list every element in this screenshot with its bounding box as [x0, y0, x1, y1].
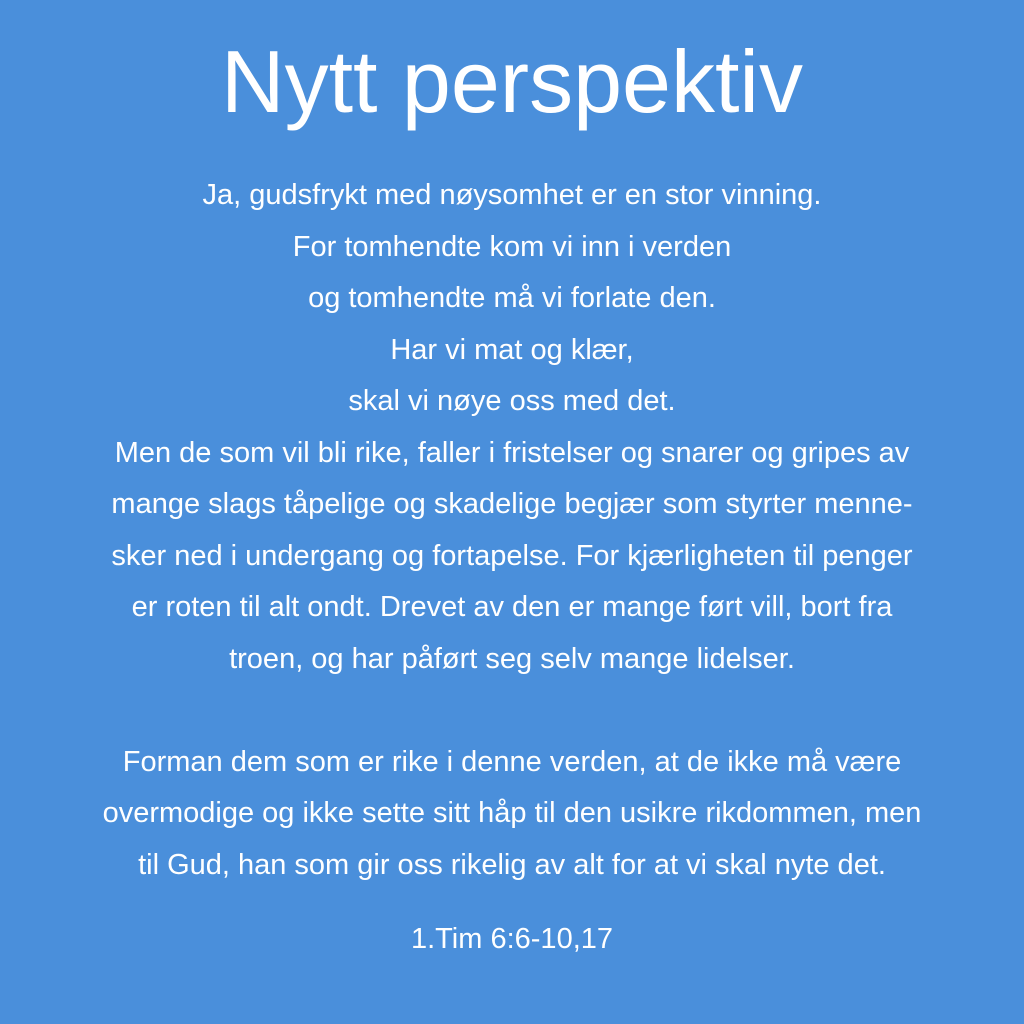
verse-line: Men de som vil bli rike, faller i fristelser og snarer og gripes av — [114, 436, 910, 469]
paragraph-spacer — [0, 685, 1024, 737]
verse-line: og tomhendte må vi forlate den. — [308, 282, 716, 314]
verse-line: For tomhendte kom vi inn i verden — [292, 230, 732, 263]
scripture-reference: 1.Tim 6:6-10,17 — [410, 923, 614, 955]
verse-line: Forman dem som er rike i denne verden, at de ikke må være — [122, 745, 902, 778]
verse-line: overmodige og ikke sette sitt håp til den usikre rikdommen, men — [102, 797, 922, 829]
verse-line: troen, og har påført seg selv mange lidelser. — [229, 642, 795, 675]
verse-line: skal vi nøye oss med det. — [348, 385, 676, 417]
verse-line: Ja, gudsfrykt med nøysomhet er en stor vinning. — [202, 179, 822, 211]
verse-line: er roten til alt ondt. Drevet av den er mange ført vill, bort fra — [131, 591, 893, 623]
verse-line: til Gud, han som gir oss rikelig av alt for at vi skal nyte det. — [138, 848, 886, 881]
verse-text — [0, 170, 1024, 891]
verse-line: sker ned i undergang og fortapelse. For kjærligheten til penger — [111, 539, 913, 572]
page-title: Nytt perspektiv — [221, 32, 803, 131]
verse-line: Har vi mat og klær, — [390, 333, 634, 366]
verse-line: mange slags tåpelige og skadelige begjær som styrter menne- — [111, 488, 913, 520]
